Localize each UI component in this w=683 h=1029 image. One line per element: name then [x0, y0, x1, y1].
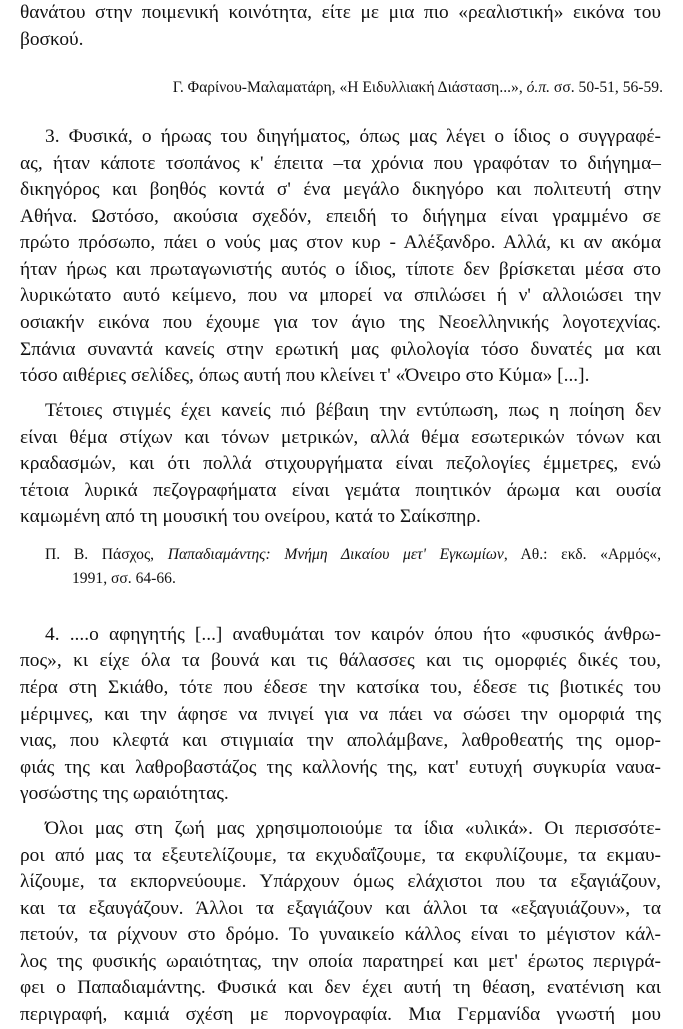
text-line: περιγραφή, καμιά σχέση με πορνογραφία. Μια Γερμανίδα γνωστή μου	[20, 1004, 661, 1025]
citation-author: Γ. Φαρίνου-Μαλαματάρη, «Η Ειδυλλιακή Διάσταση...»,	[172, 79, 527, 96]
text-line: λυρικώτατο αυτό κείμενο, που να μπορεί να σπιλώσει ή ν' αλλοιώσει την	[20, 285, 661, 306]
text-line: κραδασμών, και ότι πολλά στιχουργήματα είναι πεζολογίες έμμετρες, ενώ	[20, 453, 661, 474]
citation	[173, 78, 663, 98]
text-line: βοσκού.	[20, 29, 84, 50]
text-line: δικηγόρος και βοηθός κοντά σ' ένα μεγάλο δικηγόρο και πολιτευτή στην	[20, 179, 661, 200]
citation-author: Π. Β. Πάσχος,	[45, 546, 168, 563]
text-line: νιας, που κλεφτά και στιγμιαία την απολάμβανε, λαθροθεατής της ομορ-	[20, 730, 661, 751]
text-line: πρώτο πρόσωπο, πάει ο νούς μας στον κυρ - Αλέξανδρο. Αλλά, κι αν ακόμα	[20, 232, 661, 253]
text-line: λος της φυσικής ωραιότητας, την οποία παρατηρεί και μετ' έρωτος περιγρά-	[20, 951, 661, 972]
citation-rest: , Αθ.: εκδ. «Αρμός«,	[503, 546, 661, 563]
text-line: θανάτου στην ποιμενική κοινότητα, είτε με μια πιο «ρεαλιστική» εικόνα του	[20, 2, 661, 23]
text-line: φει ο Παπαδιαμάντης. Φυσικά και δεν έχει αυτή τη θέαση, ενατένιση και	[20, 977, 661, 998]
text-line: 3. Φυσικά, ο ήρωας του διηγήματος, όπως μας λέγει ο ίδιος ο συγγραφέ-	[45, 126, 661, 147]
text-line: είναι θέμα στίχων και τόνων μετρικών, αλλά θέμα εσωτερικών τόνων και	[20, 427, 661, 448]
text-line: φιάς της και λαθροβαστάζος της καλλονής της, κατ' ευτυχή συγκυρία ναυα-	[20, 757, 661, 778]
citation-line-2: 1991, σσ. 64-66.	[72, 570, 176, 587]
text-line: ροι από μας τα εξευτελίζουμε, τα εκχυδαΐζουμε, τα εκφυλίζουμε, τα εκμαυ-	[20, 845, 661, 866]
text-line: ήταν ήρως και πρωταγωνιστής αυτός ο ίδιος, τίποτε δεν βρίσκεται μέσα στο	[20, 259, 661, 280]
text-line: οσιακήν εικόνα που έχουμε για τον άγιο της Νεοελληνικής λογοτεχνίας.	[20, 312, 661, 333]
citation-italic: ό.π.	[526, 79, 551, 96]
text-line: πετούν, τα ρίχνουν στο δρόμο. Το γυναικείο κάλλος είναι το μέγιστον κάλ-	[20, 924, 661, 945]
text-line: τόσο αιθέριες σελίδες, όπως αυτή που κλείνει τ' «Όνειρο στο Κύμα» [...].	[20, 365, 590, 386]
text-line: γοσώστης της ωραιότητας.	[20, 783, 229, 804]
text-line: πος», κι είχε όλα τα βουνά και τις θάλασσες και τις ομορφιές δικές του,	[20, 650, 661, 671]
citation-italic: Παπαδιαμάντης: Μνήμη Δικαίου μετ' Εγκωμίων	[167, 546, 504, 563]
text-line: Τέτοιες στιγμές έχει κανείς πιό βέβαιη την εντύπωση, πως η ποίηση δεν	[45, 400, 661, 421]
citation	[45, 545, 661, 565]
text-line: καμωμένη από τη μουσική του ονείρου, κατά το Σαίκσπηρ.	[20, 506, 481, 527]
text-line: Αθήνα. Ωστόσο, ακούσια σχεδόν, επειδή το διήγημα είναι γραμμένο σε	[20, 206, 661, 227]
text-line: ας, ήταν κάποτε τσοπάνος κ' έπειτα –τα χρόνια που γραφόταν το διήγημα–	[20, 153, 661, 174]
citation-pages: σσ. 50-51, 56-59.	[550, 79, 663, 96]
text-line: τέτοια λυρικά πεζογραφήματα είναι γεμάτα ποιητικόν άρωμα και ουσία	[20, 480, 661, 501]
text-line: Σπάνια συναντά κανείς στην ερωτική μας φιλολογία τόσο δυνατές μα και	[20, 339, 661, 360]
text-line: πέρα στη Σκιάθο, τότε που έδεσε την κατσίκα του, έδεσε τις βιοτικές του	[20, 677, 661, 698]
text-line: μέριμνες, και την άφησε να πνιγεί για να πάει να σώσει την ομορφιά της	[20, 704, 661, 725]
text-line: 4. ....ο αφηγητής [...] αναθυμάται τον καιρόν όπου ήτο «φυσικός άνθρω-	[45, 624, 661, 645]
text-line: λίζουμε, τα εκπορνεύουμε. Υπάρχουν όμως ελάχιστοι που τα εξαγιάζουν,	[20, 871, 661, 892]
text-line: και τα εξαυγάζουν. Άλλοι τα εξαγιάζουν και άλλοι τα «εξαγυιάζουν», τα	[20, 898, 661, 919]
text-line: Όλοι μας στη ζωή μας χρησιμοποιούμε τα ίδια «υλικά». Οι περισσότε-	[45, 818, 661, 839]
